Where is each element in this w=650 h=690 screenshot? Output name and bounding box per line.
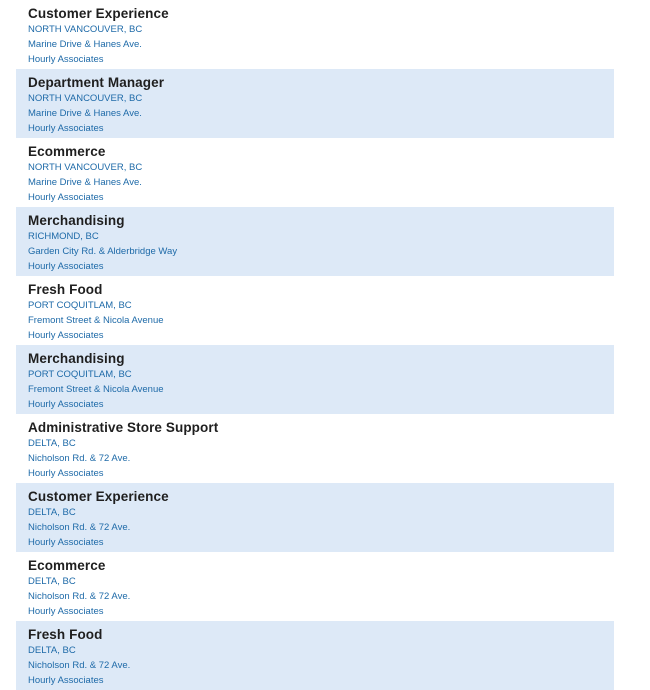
job-title[interactable]: Department Manager [28,75,165,90]
job-list [16,0,614,690]
job-row[interactable] [16,483,614,552]
job-city: DELTA, BC [28,507,76,518]
job-category: Hourly Associates [28,54,104,65]
job-row[interactable] [16,0,614,69]
job-city: RICHMOND, BC [28,231,99,242]
job-row[interactable] [16,621,614,690]
job-title[interactable]: Ecommerce [28,558,106,573]
job-location: Marine Drive & Hanes Ave. [28,108,142,119]
job-title[interactable]: Merchandising [28,213,125,228]
job-location: Fremont Street & Nicola Avenue [28,315,164,326]
job-category: Hourly Associates [28,261,104,272]
job-row[interactable] [16,345,614,414]
job-category: Hourly Associates [28,675,104,686]
job-title[interactable]: Merchandising [28,351,125,366]
job-category: Hourly Associates [28,468,104,479]
job-location: Marine Drive & Hanes Ave. [28,177,142,188]
job-location: Nicholson Rd. & 72 Ave. [28,591,131,602]
job-title[interactable]: Customer Experience [28,6,169,21]
job-category: Hourly Associates [28,192,104,203]
job-category: Hourly Associates [28,399,104,410]
job-title[interactable]: Fresh Food [28,282,103,297]
job-row[interactable] [16,138,614,207]
job-row[interactable] [16,69,614,138]
job-location: Fremont Street & Nicola Avenue [28,384,164,395]
job-row[interactable] [16,552,614,621]
job-row[interactable] [16,414,614,483]
job-category: Hourly Associates [28,123,104,134]
job-location: Nicholson Rd. & 72 Ave. [28,522,131,533]
job-city: PORT COQUITLAM, BC [28,369,132,380]
job-title[interactable]: Fresh Food [28,627,103,642]
job-category: Hourly Associates [28,606,104,617]
job-row[interactable] [16,207,614,276]
job-city: DELTA, BC [28,645,76,656]
job-city: NORTH VANCOUVER, BC [28,93,143,104]
job-title[interactable]: Ecommerce [28,144,106,159]
job-city: PORT COQUITLAM, BC [28,300,132,311]
job-row[interactable] [16,276,614,345]
job-title[interactable]: Administrative Store Support [28,420,219,435]
job-location: Nicholson Rd. & 72 Ave. [28,660,131,671]
job-location: Marine Drive & Hanes Ave. [28,39,142,50]
job-category: Hourly Associates [28,330,104,341]
job-city: NORTH VANCOUVER, BC [28,24,143,35]
job-city: DELTA, BC [28,576,76,587]
job-city: NORTH VANCOUVER, BC [28,162,143,173]
job-location: Garden City Rd. & Alderbridge Way [28,246,178,257]
job-location: Nicholson Rd. & 72 Ave. [28,453,131,464]
job-category: Hourly Associates [28,537,104,548]
job-title[interactable]: Customer Experience [28,489,169,504]
job-city: DELTA, BC [28,438,76,449]
